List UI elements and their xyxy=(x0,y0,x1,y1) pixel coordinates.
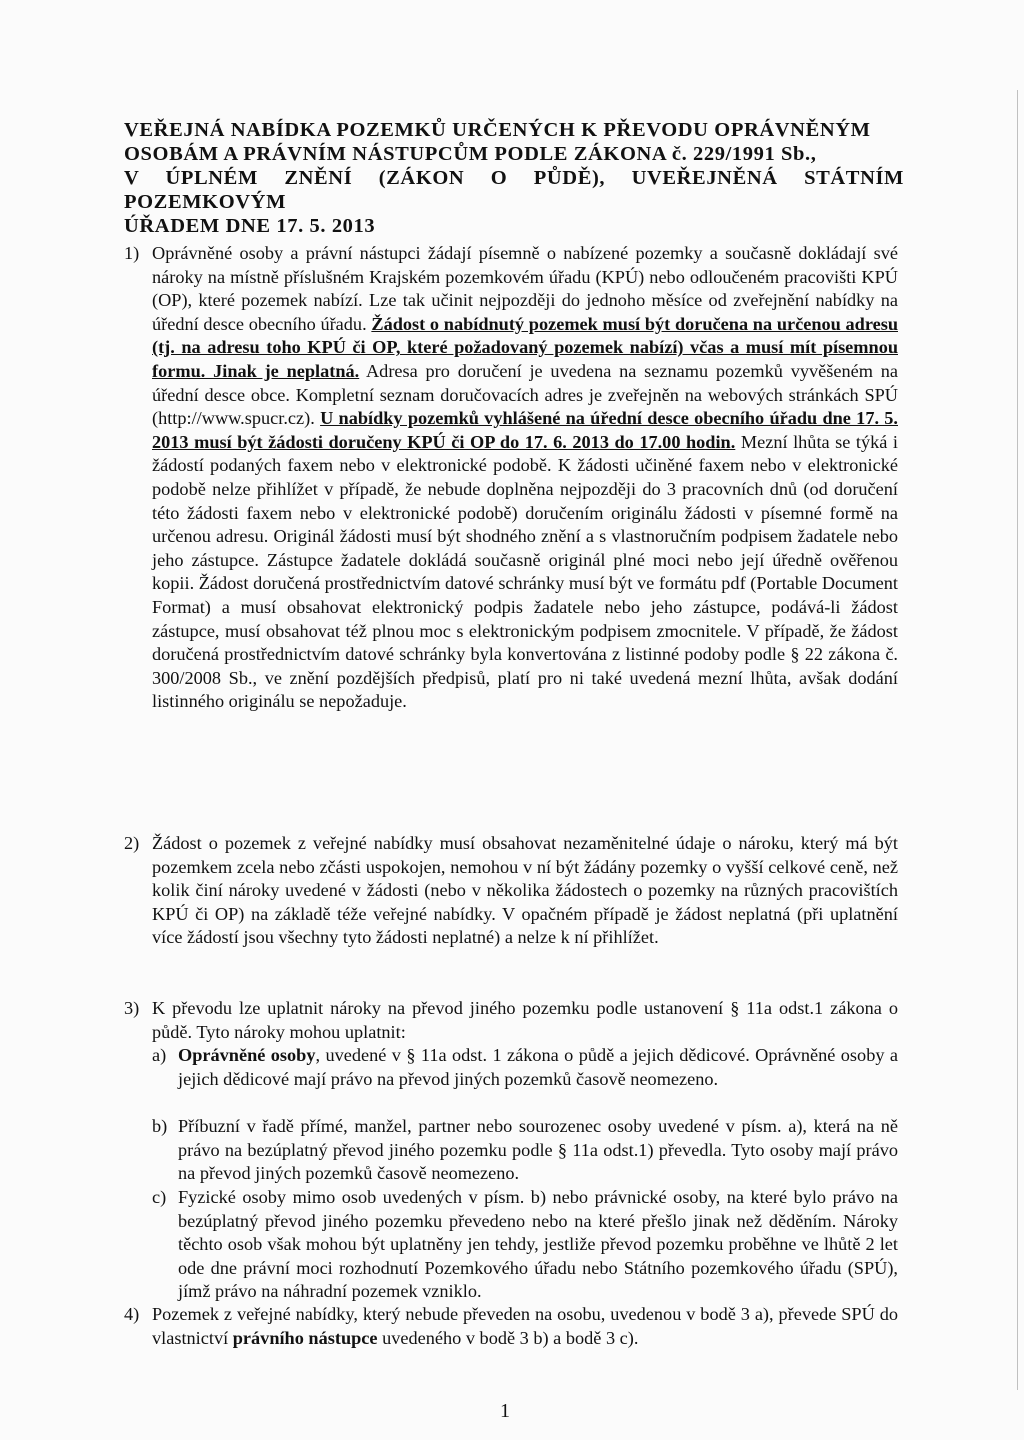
title-line-4: ÚŘADEM DNE 17. 5. 2013 xyxy=(124,215,376,237)
section-3-intro: K převodu lze uplatnit nároky na převod jiného pozemku podle ustanovení § 11a odst.1 zákona o půdě. Tyto nároky mohou uplatnit: xyxy=(152,998,898,1042)
page-number: 1 xyxy=(500,1400,510,1422)
title-line-2: OSOBÁM A PRÁVNÍM NÁSTUPCŮM PODLE ZÁKONA č. 229/1991 Sb., xyxy=(124,143,817,165)
section-2: Žádost o pozemek z veřejné nabídky musí obsahovat nezaměnitelné údaje o nároku, který má být pozemkem zcela nebo zčásti uspokojen, nemohou v ní být žádány pozemky o vyšší celkové ceně, než kolik činí nároky uvedené v žádosti (nebo v několika žádostech o pozemky na různých pracovištích KPÚ či OP) na základě téže veřejné nabídky. V opačném případě je žádost neplatná (při uplatnění více žádostí jsou všechny tyto žádosti neplatné) a nelze k ní přihlížet. xyxy=(152,833,898,948)
section-4-text-1: Pozemek z veřejné nabídky, který nebude převeden na osobu, uvedenou v bodě 3 a), převede SPÚ do vlastnictví xyxy=(152,1304,898,1348)
section-3a-text: , uvedené v § 11a odst. 1 zákona o půdě a jejich dědicové. Oprávněné osoby a jejich dědicové mají právo na převod jiných pozemků časově neomezeno. xyxy=(178,1045,898,1089)
document-title xyxy=(124,118,904,238)
section-3c: Fyzické osoby mimo osob uvedených v písm. b) nebo právnické osoby, na které bylo právo na bezúplatný převod jiného pozemku převedeno nebo na které přešlo jinak než děděním. Nároky těchto osob však mohou být uplatněny jen tehdy, jestliže převod pozemku proběhne ve lhůtě 2 let ode dne právní moci rozhodnutí Pozemkového úřadu nebo Státního pozemkového úřadu (SPÚ), jímž právo na náhradní pozemek vzniklo. xyxy=(178,1187,898,1302)
section-2-number: 2) xyxy=(124,833,140,853)
section-4 xyxy=(152,1303,898,1350)
section-4-text-2: uvedeného v bodě 3 b) a bodě 3 c). xyxy=(382,1327,639,1348)
section-1-text-2: Adresa pro doručení je uvedena na seznamu pozemků vyvěšeném na úřední desce obce. Kompletní seznam doručovacích adres je zveřejněn na webových stránkách SPÚ (http://www.spucr.cz). xyxy=(152,360,898,429)
title-line-3: V ÚPLNÉM ZNĚNÍ (ZÁKON O PŮDĚ), UVEŘEJNĚNÁ STÁTNÍM POZEMKOVÝM xyxy=(124,167,904,213)
section-3a xyxy=(178,1044,898,1091)
section-1 xyxy=(152,242,898,714)
section-1-deadline: U nabídky pozemků vyhlášené na úřední desce obecního úřadu dne 17. 5. 2013 musí být žádosti doručeny KPÚ či OP do 17. 6. 2013 do 17.00 hodin. xyxy=(152,408,898,452)
section-3a-bold: Oprávněné osoby xyxy=(178,1045,316,1065)
section-4-number: 4) xyxy=(124,1304,140,1324)
title-line-1: VEŘEJNÁ NABÍDKA POZEMKŮ URČENÝCH K PŘEVODU OPRÁVNĚNÝM xyxy=(124,119,871,141)
section-1-underlined-1: Žádost o nabídnutý pozemek musí být doručena na určenou adresu (tj. na adresu toho KPÚ či OP, které požadovaný pozemek nabízí) včas a musí mít písemnou formu. Jinak je neplatná. xyxy=(152,313,898,381)
section-3a-letter: a) xyxy=(152,1045,167,1065)
section-3b: Příbuzní v řadě přímé, manžel, partner nebo sourozenec osoby uvedené v písm. a), která na ně právo na bezúplatný převod jiného pozemku podle § 11a odst.1) převedla. Tyto osoby mají právo na převod jiných pozemků časově neomezeno. xyxy=(178,1116,898,1184)
section-1-number: 1) xyxy=(124,243,140,263)
section-1-text-3: Mezní lhůta se týká i žádostí podaných faxem nebo v elektronické podobě. K žádosti učiněné faxem nebo v elektronické podobě nelze přihlížet v případě, že nebude doplněna nejpozději do 3 pracovních dnů (od doručení této žádosti faxem nebo v elektronické podobě) doručením originálu žádosti v písemné formě na určenou adresu. Originál žádosti musí být shodného znění a s vlastnoručním podpisem žadatele nebo jeho zástupce. Zástupce žadatele dokládá současně originál plné moci nebo její úředně ověřenou kopii. Žádost doručená prostřednictvím datové schránky musí být ve formátu pdf (Portable Document Format) a musí obsahovat elektronický podpis žadatele nebo jeho zástupce, podává-li žádost zástupce, musí obsahovat též plnou moc s elektronickým podpisem zmocnitele. V případě, že žádost doručená prostřednictvím datové schránky byla konvertována z listinné podoby podle § 22 zákona č. 300/2008 Sb., ve znění pozdějších předpisů, platí pro ni také uvedená mezní lhůta, avšak dodání listinného originálu se nepožaduje. xyxy=(152,431,899,712)
section-3b-letter: b) xyxy=(152,1116,168,1136)
section-1-text-1: Oprávněné osoby a právní nástupci žádají písemně o nabízené pozemky a současně dokládají své nároky na místně příslušném Krajském pozemkovém úřadu (KPÚ) nebo odloučeném pracovišti KPÚ (OP), které pozemek nabízí. Lze tak učinit nejpozději do jednoho měsíce od zveřejnění nabídky na úřední desce obecního úřadu. xyxy=(152,243,898,334)
section-4-bold: právního nástupce xyxy=(232,1327,378,1348)
section-3-number: 3) xyxy=(124,998,140,1018)
section-3c-letter: c) xyxy=(152,1187,167,1207)
scan-edge-line xyxy=(1017,90,1018,1390)
